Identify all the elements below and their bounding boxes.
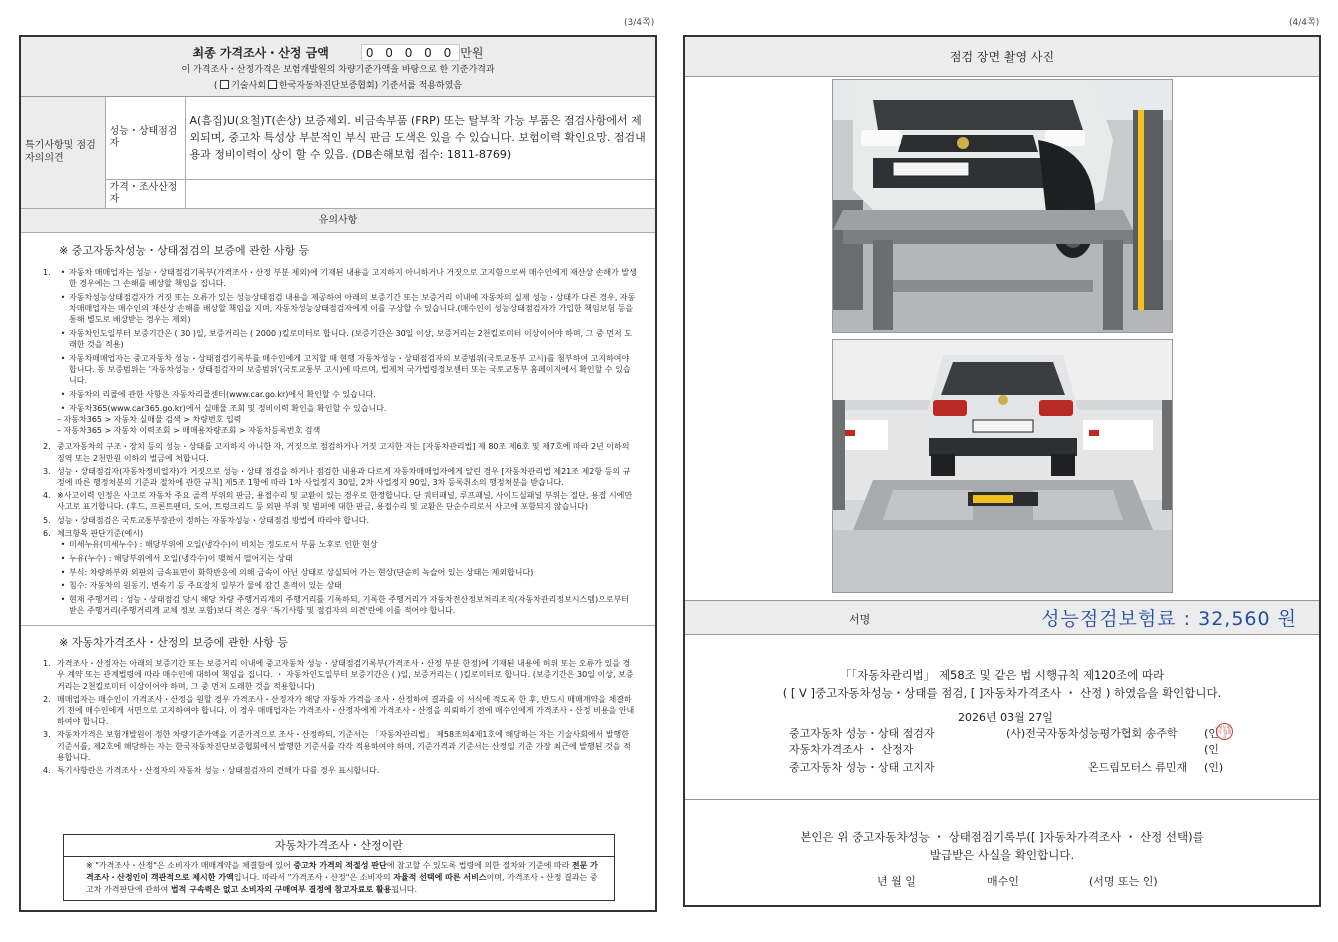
photo-rear-svg (833, 340, 1173, 593)
appraiser-seal-mark: (인 (1204, 743, 1219, 756)
association-stamp: 성능평가 협회인 (1216, 723, 1233, 740)
note-text: 부식: 차량하부와 외판의 금속표면이 화학반응에 의해 금속이 아닌 상태로 상실되어 가는 현상(단순히 녹슬어 있는 상태는 제외합니다) (69, 567, 534, 577)
final-price-section (21, 37, 655, 97)
final-price-digits: 0 0 0 0 0 (361, 44, 460, 61)
appraisal-definition-text: ※ "가격조사・산정"은 소비자가 매매계약을 체결함에 있어 중고차 가격의 적절성 판단에 참고할 수 있도록 법령에 의한 절차와 기준에 따라 전문 가격조사・산정인이 객관적으로 제시한 가액입니다. 따라서 "가격조사・산정"은 소비자의 자율적 선택에 따른 서비스이며, 가격조사・산정 결과는 중고차 가격판단에 관하여 법적 구속력은 없고 소비자의 구매여부 결정에 참고자료로 활용됩니다. (86, 861, 598, 894)
note-text: 특기사항란은 가격조사・산정자의 자동차 성능・상태점검자의 견해가 다를 경우 표시합니다. (57, 765, 380, 775)
note-text: 침수: 자동차의 원동기, 변속기 등 주요장치 일부가 물에 잠긴 흔적이 있는 상태 (69, 581, 342, 591)
note-text: – 자동차365 > 자동차 실매물 검색 > 차량번호 입력 (57, 414, 242, 424)
list-item: 2. 매매업자는 매수인이 가격조사・산정을 원할 경우 가격조사・산정자가 해당 자동차 가격을 조사・산정하여 결과를 이 서식에 적도록 한 후, 반드시 매매계약을 체결하기 전에 매수인에게 서면으로 고지하여야 합니다. 이 경우 매매업자는 가격조사・산정자에게 가격조사・산정을 의뢰하기 전에 매수인에게 가격조사・산정 비용을 안내하여야 합니다. (43, 694, 637, 728)
note-text: 자동차인도일부터 보증기간은 ( 30 )일, 보증거리는 ( 2000 )킬로미터로 합니다. (보증기간은 30일 이상, 보증거리는 2천킬로미터 이상이어야 하며, 그 중 먼저 도래한 것을 적용) (69, 328, 632, 349)
note-text: ※사고이력 인정은 사고로 자동차 주요 골격 부위의 판금, 용접수리 및 교환이 있는 경우로 한정합니다. 단 쿼터패널, 루프패널, 사이드실패널 부위는 절단, 용접 시에만 사고로 표기합니다. (후드, 프론트펜더, 도어, 트렁크리드 등 외판 부위 및 범퍼에 대한 판금, 용접수리 및 교환은 단순수리로서 사고에 포함되지 않습니다) (57, 491, 633, 512)
inspector-name: (사)전국자동차성능평가협회 송주학 (1006, 727, 1178, 740)
appraisal-definition-title: 자동차가격조사・산정이란 (64, 835, 614, 857)
list-item: 3. 성능・상태점검자(자동차정비업자)가 거짓으로 성능・상태 점검을 하거나 점검한 내용과 다르게 자동차매매업자에게 알린 경우 [자동차관리법 제21조 제2항 등의 규정에 따른 행정처분의 기준과 절차에 관한 규칙] 제5조 1항에 따라 1차 사업정지 30일, 2차 사업정지 90일, 3차 등록취소의 행정처분을 받습니다. (43, 466, 637, 488)
price-standard-options: ( 기술사회 한국자동차진단보증협회) 기준서를 적용하였음 (213, 81, 463, 91)
list-item: 3. 자동차가격은 보험개발원이 정한 차량기준가액을 기준가격으로 조사・산정하되, 기준서는 「자동차관리법」 제58조의4제1호에 해당하는 자는 기술사회에서 발행한 기준서를, 제2호에 해당하는 자는 한국자동차진단보증협회에서 발행한 기준서를 각각 적용하여야 하며, 기준가격과 기준서는 산정일 기준 가장 최근에 발행된 것을 적용합니다. (43, 729, 637, 763)
note-text: 미세누유(미세누수) : 해당부위에 오일(냉각수)이 비치는 정도로서 부품 노후로 인한 현상 (69, 539, 378, 549)
notice-heading: 유의사항 (21, 209, 655, 233)
inspector-label: 중고자동차 성능・상태 점검자 (789, 727, 935, 740)
receipt-statement: 본인은 위 중고자동차성능 ・ 상태점검기록부([ ]자동차가격조사 ・ 산정 선택)를 발급받은 사실을 확인합니다. (800, 830, 1204, 862)
inspector-opinion-text: A(흠집)U(요철)T(손상) 보증제외. 비금속부품 (FRP) 또는 탈부착 가능 부품은 점검사항에서 제외되며, 중고차 특성상 부분적인 부식 판금 도색은 있을 수 있습니다. 보험이력 확인요망. 점검내용과 정비이력이 상이 할 수 있음. (DB손해보험 접수: 1811-8769) (185, 97, 655, 179)
note-text: 체크항목 판단기준(예시) (57, 528, 144, 538)
inspection-photo-front-closeup (832, 79, 1173, 333)
list-item: 1. • 자동차 매매업자는 성능・상태점검기록부(가격조사・산정 부분 제외)에 기재된 내용을 고지하지 아니하거나 거짓으로 고지함으로써 매수인에게 재산상 손해가 발생한 경우에는 그 손해를 배상할 책임을 집니다. • 자동차성능상태점검자가 거짓 또는 오류가 있는 성능상태점검 내용을 제공하여 아래의 보증기간 또는 보증거리 이내에 자동차의 실제 성능・상태가 다른 경우, 자동차매매업자는 매수인의 재산상 손해를 배상할 책임을 지며, 자동차성능상태점검자에게 이를 구상할 수 있습니다.(매수인이 성능상태점검자가 가입한 책임보험 등을 통해 별도로 배상받는 경우는 제외) • 자동차인도일부터 보증기간은 ( 30 )일, 보증거리는 ( 2000 )킬로미터로 합니다. (보증기간은 30일 이상, 보증거리는 2천킬로미터 이상이어야 하며, 그 중 먼저 도래한 것을 적용) • 자동차매매업자는 중고자동차 성능・상태점검기록부를 매수인에게 고지할 때 현행 자동차성능・상태점검자의 보증범위(국토교통부 고시)를 첨부하여 고지하여야 합니다. 동 보증범위는 '자동차성능・상태점검자의 보증범위'(국토교통부 고시)에 따르며, 법제처 국가법령정보센터 또는 국토교통부 홈페이지에서 확인할 수 있습니다. • 자동차의 리콜에 관한 사항은 자동차리콜센터(www.car.go.kr)에서 확인할 수 있습니다. • 자동차365(www.car365.go.kr)에서 실매물 조회 및 정비이력 확인을 확인할 수 있습니다. – 자동차365 > 자동차 실매물 검색 > 차량번호 입력 – 자동차365 > 자동차 이력조회 > 매매용차량조회 > 자동차등록번호 검색 (43, 267, 637, 436)
inspector-opinion-label: 성능・상태점검자 (105, 97, 185, 179)
buyer-label: 매수인 (987, 875, 1019, 888)
notice-section2-title: ※ 자동차가격조사・산정의 보증에 관한 사항 등 (59, 636, 288, 650)
checkbox-technical-society[interactable] (220, 80, 229, 89)
inspection-date: 2026년 03월 27일 (958, 711, 1053, 724)
notifier-seal-mark: (인) (1204, 761, 1224, 774)
section-divider (21, 625, 655, 626)
confirmation-statement: 「「자동차관리법」 제58조 및 같은 법 시행규칙 제120조에 따라 ( [ V ]중고자동차성능・상태를 점검, [ ]자동차가격조사 ・ 산정 ) 하였음을 확인합니다. (782, 668, 1222, 700)
list-item: 2. 중고자동차의 구조・장치 등의 성능・상태를 고지하지 아니한 자, 거짓으로 점검하거나 거짓 고지한 자는 [자동차관리법] 제 80조 제6호 및 제7호에 따라 2년 이하의 징역 또는 2천만원 이하의 벌금에 처합니다. (43, 441, 637, 463)
final-price-title: 최종 가격조사・산정 금액 (192, 46, 329, 60)
list-item: 4. 특기사항란은 가격조사・산정자의 자동차 성능・상태점검자의 견해가 다를 경우 표시합니다. (43, 765, 380, 775)
note-text: 자동차365(www.car365.go.kr)에서 실매물 조회 및 정비이력 확인을 확인할 수 있습니다. (69, 403, 387, 413)
checkbox-diagnosis-association[interactable] (268, 80, 277, 89)
final-price-unit: 만원 (460, 46, 484, 60)
appraiser-opinion-text (185, 179, 655, 208)
inspection-photo-heading: 점검 장면 촬영 사진 (685, 37, 1319, 77)
special-notes-table (21, 97, 655, 209)
list-item: 5. 성능・상태점검은 국토교통부장관이 정하는 자동차성능・상태점검 방법에 따라야 합니다. (43, 515, 370, 525)
left-page (19, 35, 657, 912)
note-text: – 자동차365 > 자동차 이력조회 > 매매용차량조회 > 자동차등록번호 검색 (57, 426, 321, 436)
signature-label: 서명 (849, 613, 871, 626)
note-text: 중고자동차의 구조・장치 등의 성능・상태를 고지하지 아니한 자, 거짓으로 점검하거나 거짓 고지한 자는 [자동차관리법] 제 80조 제6호 및 제7호에 따라 2년 이하의 징역 또는 2천만원 이하의 벌금에 처합니다. (57, 442, 630, 463)
buyer-sign-hint[interactable]: (서명 또는 인) (1089, 875, 1158, 888)
price-description: 이 가격조사・산정가격은 보험개발원의 차량기준가액을 바탕으로 한 기준가격과 (181, 65, 495, 75)
notice-section2-list (21, 658, 655, 776)
page-number-left: (3/4쪽) (624, 18, 655, 28)
photo-front-closeup-svg (833, 80, 1173, 333)
note-text: 매매업자는 매수인이 가격조사・산정을 원할 경우 가격조사・산정자가 해당 자동차 가격을 조사・산정하여 결과를 이 서식에 적도록 한 후, 반드시 매매계약을 체결하기 전에 매수인에게 서면으로 고지하여야 합니다. 이 경우 매매업자는 가격조사・산정자에게 가격조사・산정을 의뢰하기 전에 매수인에게 가격조사・산정 비용을 안내하여야 합니다. (57, 694, 635, 727)
list-item: 1. 가격조사・산정자는 아래의 보증기간 또는 보증거리 이내에 중고자동차 성능・상태점검기록부(가격조사・산정 부분 한정)에 기재된 내용에 허위 또는 오류가 있을 경우 계약 또는 관계법령에 따라 매수인에 대하여 책임을 집니다. ・ 자동차인도일부터 보증기간은 ( )일, 보증거리는 ( )킬로미터로 합니다. (보증기간은 30일 이상, 보증거리는 2천킬로미터 이상이어야 하며, 그 중 먼저 도래한 것을 적용합니다) (43, 658, 637, 692)
note-text: 자동차의 리콜에 관한 사항은 자동차리콜센터(www.car.go.kr)에서 확인할 수 있습니다. (69, 389, 376, 399)
notice-section1-list (21, 267, 655, 620)
appraisal-definition-box (63, 834, 615, 901)
inspection-photo-rear (832, 339, 1173, 593)
note-text: 자동차성능상태점검자가 거짓 또는 오류가 있는 성능상태점검 내용을 제공하여 아래의 보증기간 또는 보증거리 이내에 자동차의 실제 성능・상태가 다른 경우, 자동차매매업자는 매수인의 재산상 손해를 배상할 책임을 지며, 자동차성능상태점검자에게 이를 구상할 수 있습니다.(매수인이 성능상태점검자가 가입한 책임보험 등을 통해 별도로 배상받는 경우는 제외) (69, 292, 636, 324)
notifier-label: 중고자동차 성능・상태 고지자 (789, 761, 935, 774)
list-item: 4. ※사고이력 인정은 사고로 자동차 주요 골격 부위의 판금, 용접수리 및 교환이 있는 경우로 한정합니다. 단 쿼터패널, 루프패널, 사이드실패널 부위는 절단, 용접 시에만 사고로 표기합니다. (후드, 프론트펜더, 도어, 트렁크리드 등 외판 부위 및 범퍼에 대한 판금, 용접수리 및 교환은 단순수리로서 사고에 포함되지 않습니다) (43, 490, 637, 512)
note-text: 자동차가격은 보험개발원이 정한 차량기준가액을 기준가격으로 조사・산정하되, 기준서는 「자동차관리법」 제58조의4제1호에 해당하는 자는 기술사회에서 발행한 기준서를, 제2호에 해당하는 자는 한국자동차진단보증협회에서 발행한 기준서를 각각 적용하여야 하며, 기준가격과 기준서는 산정일 기준 가장 최근에 발행된 것을 적용합니다. (57, 730, 631, 762)
appraiser-label: 자동차가격조사 ・ 산정자 (789, 743, 914, 756)
notice-section1-title: ※ 중고자동차성능・상태점검의 보증에 관한 사항 등 (59, 243, 310, 257)
note-text: 자동차매매업자는 중고자동차 성능・상태점검기록부를 매수인에게 고지할 때 현행 자동차성능・상태점검자의 보증범위(국토교통부 고시)를 첨부하여 고지하여야 합니다. 동 보증범위는 '자동차성능・상태점검자의 보증범위'(국토교통부 고시)에 따르며, 법제처 국가법령정보센터 또는 국토교통부 홈페이지에서 확인할 수 있습니다. (69, 353, 631, 386)
inspection-insurance-fee: 성능점검보험료 : 32,560 원 (1041, 608, 1297, 630)
inspector-seal-mark: (인 (1204, 727, 1219, 740)
list-item: 6. 체크항목 판단기준(예시) • 미세누유(미세누수) : 해당부위에 오일(냉각수)이 비치는 정도로서 부품 노후로 인한 현상 • 누유(누수) : 해당부위에서 오일(냉각수)이 맺혀서 떨어지는 상태 • 부식: 차량하부와 외판의 금속표면이 화학반응에 의해 금속이 아닌 상태로 상실되어 가는 현상(단순히 녹슬어 있는 상태는 제외합니다) • 침수: 자동차의 원동기, 변속기 등 주요장치 일부가 물에 잠긴 흔적이 있는 상태 • 현재 주행거리 : 성능・상태점검 당시 해당 차량 주행거리계의 주행거리를 기록하되, 기록한 주행거리가 자동차전산정보처리조직(자동차관리정보시스템)으로부터 받은 주행거리(주행거리계 교체 정보 포함)보다 적은 경우 '특기사항 및 점검자의 의견'란에 이를 적어야 합니다. (43, 528, 637, 619)
note-text: 현재 주행거리 : 성능・상태점검 당시 해당 차량 주행거리계의 주행거리를 기록하되, 기록한 주행거리가 자동차전산정보처리조직(자동차관리정보시스템)으로부터 받은 주행거리(주행거리계 교체 정보 포함)보다 적은 경우 '특기사항 및 점검자의 의견'란에 이를 적어야 합니다. (69, 595, 630, 616)
right-page (683, 35, 1321, 907)
note-text: 자동차 매매업자는 성능・상태점검기록부(가격조사・산정 부분 제외)에 기재된 내용을 고지하지 아니하거나 거짓으로 고지함으로써 매수인에게 재산상 손해가 발생한 경우에는 그 손해를 배상할 책임을 집니다. (69, 267, 637, 288)
page-number-right: (4/4쪽) (1289, 18, 1320, 28)
special-notes-heading: 특기사항및 점검자의의견 (21, 97, 105, 208)
section-divider (685, 799, 1319, 800)
signature-bar (685, 600, 1319, 635)
note-text: 성능・상태점검은 국토교통부장관이 정하는 자동차성능・상태점검 방법에 따라야 합니다. (57, 515, 370, 525)
note-text: 성능・상태점검자(자동차정비업자)가 거짓으로 성능・상태 점검을 하거나 점검한 내용과 다르게 자동차매매업자에게 알린 경우 [자동차관리법 제21조 제2항 등의 규정에 따른 행정처분의 기준과 절차에 관한 규칙] 제5조 1항에 따라 1차 사업정지 30일, 2차 사업정지 90일, 3차 등록취소의 행정처분을 받습니다. (57, 466, 631, 487)
note-text: 가격조사・산정자는 아래의 보증기간 또는 보증거리 이내에 중고자동차 성능・상태점검기록부(가격조사・산정 부분 한정)에 기재된 내용에 허위 또는 오류가 있을 경우 계약 또는 관계법령에 따라 매수인에 대하여 책임을 집니다. ・ 자동차인도일부터 보증기간은 ( )일, 보증거리는 ( )킬로미터로 합니다. (보증기간은 30일 이상, 보증거리는 2천킬로미터 이상이어야 하며, 그 중 먼저 도래한 것을 적용합니다) (57, 659, 634, 691)
receipt-date-fields[interactable]: 년 월 일 (877, 875, 916, 888)
note-text: 누유(누수) : 해당부위에서 오일(냉각수)이 맺혀서 떨어지는 상태 (69, 553, 293, 563)
notifier-name: 온드림모터스 류민재 (1088, 761, 1188, 774)
appraiser-opinion-label: 가격・조사산정자 (105, 179, 185, 208)
